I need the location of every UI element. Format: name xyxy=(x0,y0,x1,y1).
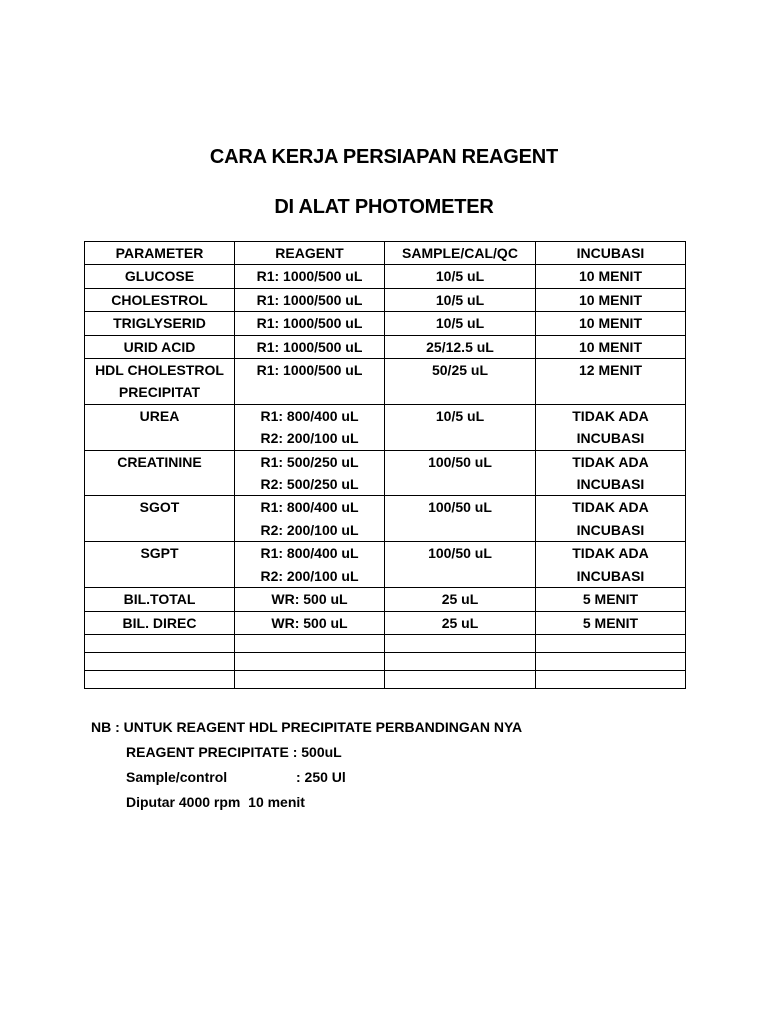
cell-reagent: WR: 500 uL xyxy=(235,588,385,611)
cell-reagent: R1: 800/400 uL R2: 200/100 uL xyxy=(235,496,385,542)
cell-reagent: R1: 1000/500 uL xyxy=(235,265,385,288)
cell-incubasi: TIDAK ADA INCUBASI xyxy=(536,496,686,542)
table-row xyxy=(85,670,686,688)
cell-incubasi: 10 MENIT xyxy=(536,265,686,288)
cell-incubasi: TIDAK ADA INCUBASI xyxy=(536,404,686,450)
cell-incubasi: 10 MENIT xyxy=(536,288,686,311)
cell-sample-cal-qc: 100/50 uL xyxy=(385,496,536,542)
note-line-4: Diputar 4000 rpm 10 menit xyxy=(126,794,305,810)
cell-incubasi xyxy=(536,634,686,652)
cell-incubasi: TIDAK ADA INCUBASI xyxy=(536,542,686,588)
cell-sample-cal-qc: 100/50 uL xyxy=(385,450,536,496)
note-line-1: NB : UNTUK REAGENT HDL PRECIPITATE PERBANDINGAN NYA xyxy=(91,719,523,735)
table-row xyxy=(85,496,686,542)
cell-sample-cal-qc xyxy=(385,670,536,688)
cell-incubasi: 12 MENIT xyxy=(536,359,686,405)
table-row xyxy=(85,634,686,652)
document-title-line1: CARA KERJA PERSIAPAN REAGENT xyxy=(209,146,559,168)
cell-sample-cal-qc: 50/25 uL xyxy=(385,359,536,405)
cell-sample-cal-qc: 25/12.5 uL xyxy=(385,335,536,358)
header-sample-cal-qc: SAMPLE/CAL/QC xyxy=(385,242,536,265)
cell-incubasi xyxy=(536,670,686,688)
note-line-3-value: : 250 Ul xyxy=(296,769,346,785)
cell-reagent: R1: 1000/500 uL xyxy=(235,359,385,405)
table-row xyxy=(85,335,686,358)
cell-parameter xyxy=(85,652,235,670)
header-incubasi: INCUBASI xyxy=(536,242,686,265)
document-title-line2: DI ALAT PHOTOMETER xyxy=(274,196,494,218)
cell-reagent: R1: 800/400 uL R2: 200/100 uL xyxy=(235,404,385,450)
cell-parameter: SGPT xyxy=(85,542,235,588)
table-row xyxy=(85,542,686,588)
table-header-row xyxy=(85,242,686,265)
cell-parameter: GLUCOSE xyxy=(85,265,235,288)
table-row xyxy=(85,450,686,496)
cell-reagent xyxy=(235,670,385,688)
header-reagent: REAGENT xyxy=(235,242,385,265)
cell-reagent xyxy=(235,634,385,652)
table-row xyxy=(85,312,686,335)
table-row xyxy=(85,265,686,288)
cell-incubasi: TIDAK ADA INCUBASI xyxy=(536,450,686,496)
cell-sample-cal-qc xyxy=(385,634,536,652)
cell-parameter: HDL CHOLESTROL PRECIPITAT xyxy=(85,359,235,405)
cell-parameter xyxy=(85,670,235,688)
cell-sample-cal-qc: 25 uL xyxy=(385,588,536,611)
cell-incubasi xyxy=(536,652,686,670)
cell-reagent: R1: 800/400 uL R2: 200/100 uL xyxy=(235,542,385,588)
cell-incubasi: 10 MENIT xyxy=(536,312,686,335)
cell-reagent: R1: 1000/500 uL xyxy=(235,288,385,311)
cell-parameter: CHOLESTROL xyxy=(85,288,235,311)
table-row xyxy=(85,288,686,311)
cell-sample-cal-qc xyxy=(385,652,536,670)
cell-incubasi: 5 MENIT xyxy=(536,611,686,634)
cell-incubasi: 10 MENIT xyxy=(536,335,686,358)
cell-parameter: BIL.TOTAL xyxy=(85,588,235,611)
table-row xyxy=(85,611,686,634)
cell-sample-cal-qc: 100/50 uL xyxy=(385,542,536,588)
note-line-3 xyxy=(126,769,346,785)
cell-parameter: SGOT xyxy=(85,496,235,542)
header-parameter: PARAMETER xyxy=(85,242,235,265)
cell-reagent: R1: 500/250 uL R2: 500/250 uL xyxy=(235,450,385,496)
cell-parameter: UREA xyxy=(85,404,235,450)
cell-reagent xyxy=(235,652,385,670)
cell-incubasi: 5 MENIT xyxy=(536,588,686,611)
cell-sample-cal-qc: 10/5 uL xyxy=(385,265,536,288)
cell-reagent: WR: 500 uL xyxy=(235,611,385,634)
cell-parameter: URID ACID xyxy=(85,335,235,358)
cell-sample-cal-qc: 10/5 uL xyxy=(385,312,536,335)
cell-parameter: BIL. DIREC xyxy=(85,611,235,634)
table-row xyxy=(85,359,686,405)
table-row xyxy=(85,588,686,611)
table-row xyxy=(85,404,686,450)
note-line-3-label: Sample/control xyxy=(126,769,228,785)
cell-sample-cal-qc: 10/5 uL xyxy=(385,288,536,311)
cell-sample-cal-qc: 25 uL xyxy=(385,611,536,634)
cell-parameter: TRIGLYSERID xyxy=(85,312,235,335)
cell-sample-cal-qc: 10/5 uL xyxy=(385,404,536,450)
cell-reagent: R1: 1000/500 uL xyxy=(235,335,385,358)
table-row xyxy=(85,652,686,670)
cell-reagent: R1: 1000/500 uL xyxy=(235,312,385,335)
reagent-table xyxy=(84,241,686,689)
cell-parameter: CREATININE xyxy=(85,450,235,496)
note-line-2: REAGENT PRECIPITATE : 500uL xyxy=(126,744,342,760)
cell-parameter xyxy=(85,634,235,652)
